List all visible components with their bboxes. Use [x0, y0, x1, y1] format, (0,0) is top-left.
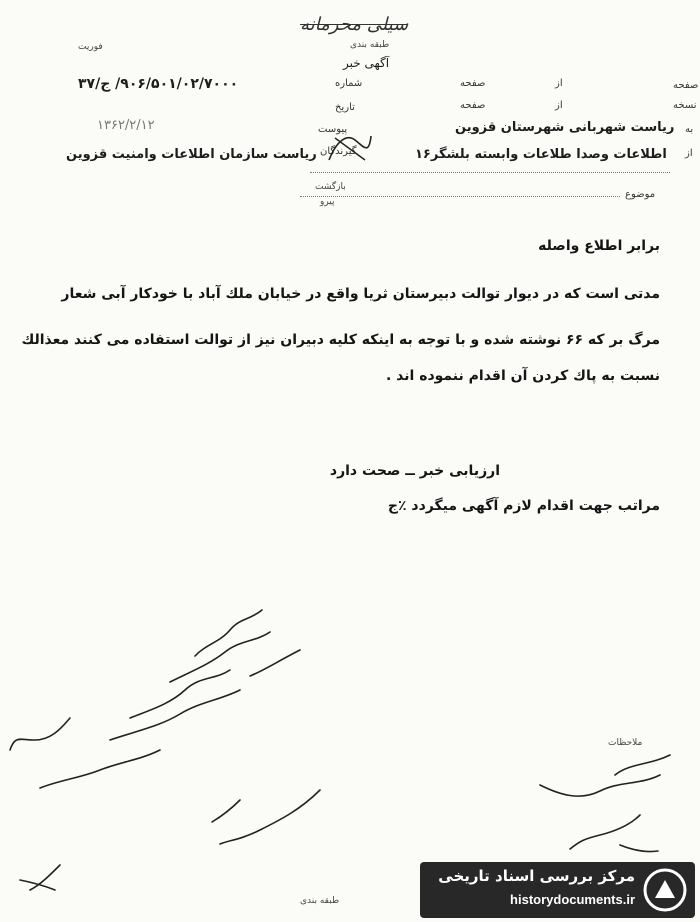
to-label: به — [685, 124, 694, 135]
signature-mark-icon — [325, 130, 375, 166]
page-label: صفحه — [460, 78, 486, 89]
copy-label: بازگشت — [315, 182, 346, 192]
salutation: برابر اطلاع واصله — [538, 238, 660, 254]
watermark-site: historydocuments.ir — [510, 892, 635, 907]
margin-copy-label: نسخه — [673, 100, 697, 111]
document-type: آگهی خبر — [343, 56, 390, 70]
watermark-banner — [420, 862, 695, 918]
body-line-2: مرگ بر که ۶۶ نوشته شده و با توجه به اینکه کلیه دبیران نیز از توالت استفاده می کنند معذالك — [21, 332, 660, 348]
closing-line: مراتب جهت اقدام لازم آگهی میگردد ٪ج — [387, 498, 660, 514]
number-label: شماره — [335, 78, 363, 89]
body-line-1: مدتی است که در دیوار توالت دبیرستان ثریا واقع در خیابان ملك آباد با خودکار آبی شعار — [61, 286, 660, 302]
from-label: از — [685, 148, 693, 159]
date-stamp: ۱۳۶۲/۲/۱۲ — [97, 118, 155, 133]
priority-label: فوریت — [78, 42, 103, 52]
page-label-2: صفحه — [460, 100, 486, 111]
footer-classification: طبقه بندی — [300, 896, 340, 906]
handwritten-signature-icon — [520, 745, 690, 865]
to-value: ریاست شهربانی شهرستان قزوین — [455, 120, 675, 135]
body-line-3: نسبت به پاك كردن آن اقدام ننموده اند . — [385, 368, 660, 384]
from-value: اطلاعات وصدا طلاعات وابسته بلشگر۱۶ — [415, 147, 667, 162]
archive-logo-icon — [643, 868, 687, 912]
from-page-label-2: از — [555, 100, 563, 111]
recipient-value: ریاست سازمان اطلاعات وامنیت قزوین — [66, 147, 317, 162]
assessment: ارزیابی خبر ــ صحت دارد — [329, 463, 500, 479]
attachment-label: پیوست — [318, 124, 348, 135]
followup-label: پیرو — [320, 197, 335, 207]
reference-number: ۹۰۶/۵۰۱/۰۲/۷۰۰۰/ ج/۳۷ — [78, 76, 239, 92]
handwritten-note-icon — [0, 590, 330, 920]
date-label: تاریخ — [335, 102, 355, 113]
classification-stamp: سیلی محرمانه — [300, 14, 409, 35]
recipients-label: گیرندگان — [320, 146, 357, 157]
classification-label: طبقه بندی — [350, 40, 390, 50]
from-page-label: از — [555, 78, 563, 89]
margin-page-label: صفحه — [673, 80, 699, 91]
header-divider — [310, 172, 670, 173]
subject-line — [300, 196, 620, 197]
subject-label: موضوع — [625, 189, 656, 200]
watermark-center-name: مرکز بررسی اسناد تاریخی — [438, 867, 635, 885]
remarks-label: ملاحظات — [608, 738, 643, 748]
